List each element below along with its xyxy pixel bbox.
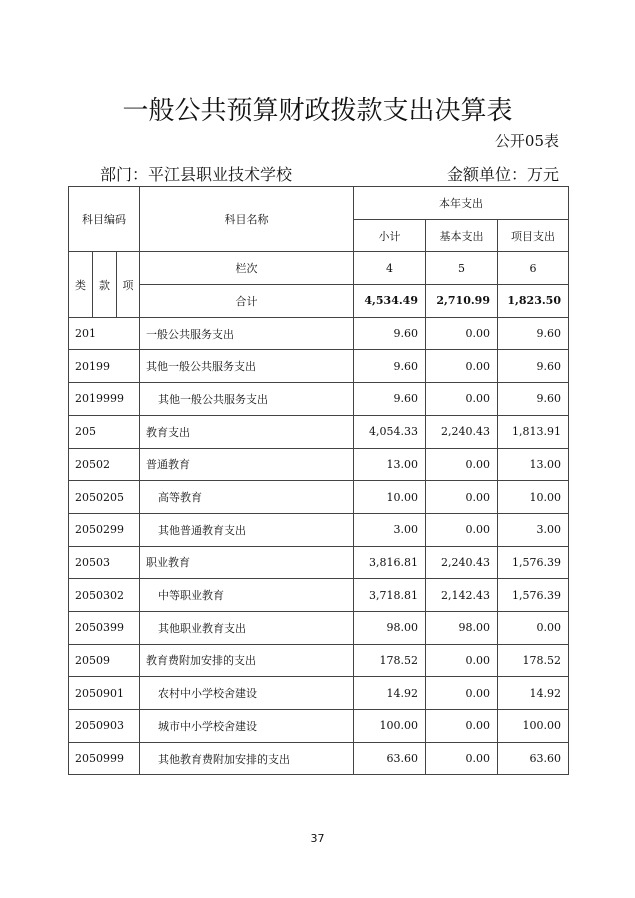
table-row (69, 317, 569, 350)
header-class: 类 (69, 252, 93, 317)
row-name: 普通教育 (140, 448, 354, 481)
table-row (69, 546, 569, 579)
row-project: 1,813.91 (498, 415, 569, 448)
department-label: 部门：平江县职业技术学校 (100, 165, 293, 184)
row-name: 城市中小学校舍建设 (140, 710, 354, 743)
table-body (69, 317, 569, 775)
amount-unit-label: 金额单位：万元 (446, 165, 559, 184)
row-project: 10.00 (498, 481, 569, 514)
row-project: 178.52 (498, 644, 569, 677)
table-row (69, 611, 569, 644)
row-basic: 0.00 (426, 481, 498, 514)
row-subtotal: 3,718.81 (354, 579, 426, 612)
row-basic: 0.00 (426, 742, 498, 775)
row-subtotal: 4,054.33 (354, 415, 426, 448)
row-project: 100.00 (498, 710, 569, 743)
row-name: 教育费附加安排的支出 (140, 644, 354, 677)
row-code: 2050299 (69, 513, 140, 546)
row-subtotal: 9.60 (354, 317, 426, 350)
row-project: 63.60 (498, 742, 569, 775)
row-basic: 0.00 (426, 448, 498, 481)
row-name: 一般公共服务支出 (140, 317, 354, 350)
total-basic: 2,710.99 (426, 285, 498, 318)
row-subtotal: 98.00 (354, 611, 426, 644)
row-subtotal: 13.00 (354, 448, 426, 481)
row-basic: 0.00 (426, 677, 498, 710)
row-code: 2050302 (69, 579, 140, 612)
header-code: 科目编码 (69, 187, 140, 252)
row-basic: 2,240.43 (426, 415, 498, 448)
row-code: 20509 (69, 644, 140, 677)
row-basic: 0.00 (426, 710, 498, 743)
row-basic: 0.00 (426, 644, 498, 677)
row-basic: 0.00 (426, 317, 498, 350)
row-basic: 0.00 (426, 383, 498, 416)
header-basic: 基本支出 (426, 219, 498, 252)
row-code: 205 (69, 415, 140, 448)
row-subtotal: 100.00 (354, 710, 426, 743)
row-code: 201 (69, 317, 140, 350)
row-code: 2050399 (69, 611, 140, 644)
row-subtotal: 3.00 (354, 513, 426, 546)
row-name: 农村中小学校舍建设 (140, 677, 354, 710)
row-basic: 98.00 (426, 611, 498, 644)
header-name: 科目名称 (140, 187, 354, 252)
row-code: 20503 (69, 546, 140, 579)
row-subtotal: 10.00 (354, 481, 426, 514)
expenditure-table (68, 186, 569, 775)
page-title: 一般公共预算财政拨款支出决算表 (122, 96, 513, 126)
table-row (69, 579, 569, 612)
table-row (69, 415, 569, 448)
row-name: 教育支出 (140, 415, 354, 448)
header-col-5: 5 (426, 252, 498, 285)
row-name: 其他一般公共服务支出 (140, 383, 354, 416)
total-subtotal: 4,534.49 (354, 285, 426, 318)
row-project: 14.92 (498, 677, 569, 710)
row-basic: 2,142.43 (426, 579, 498, 612)
row-subtotal: 9.60 (354, 383, 426, 416)
row-name: 其他教育费附加安排的支出 (140, 742, 354, 775)
header-project: 项目支出 (498, 219, 569, 252)
row-project: 9.60 (498, 350, 569, 383)
row-code: 2050901 (69, 677, 140, 710)
row-project: 9.60 (498, 317, 569, 350)
row-project: 1,576.39 (498, 579, 569, 612)
table-row (69, 677, 569, 710)
table-row (69, 644, 569, 677)
row-subtotal: 9.60 (354, 350, 426, 383)
form-number: 公开05表 (494, 132, 559, 150)
total-project: 1,823.50 (498, 285, 569, 318)
row-basic: 0.00 (426, 513, 498, 546)
row-project: 3.00 (498, 513, 569, 546)
row-code: 2050205 (69, 481, 140, 514)
row-name: 其他一般公共服务支出 (140, 350, 354, 383)
row-name: 职业教育 (140, 546, 354, 579)
table-header (69, 187, 569, 318)
row-subtotal: 3,816.81 (354, 546, 426, 579)
row-basic: 0.00 (426, 350, 498, 383)
header-column-label: 栏次 (140, 252, 354, 285)
table-row (69, 383, 569, 416)
row-name: 其他职业教育支出 (140, 611, 354, 644)
row-project: 13.00 (498, 448, 569, 481)
table-row (69, 481, 569, 514)
row-project: 9.60 (498, 383, 569, 416)
header-subtotal: 小计 (354, 219, 426, 252)
row-subtotal: 63.60 (354, 742, 426, 775)
row-project: 1,576.39 (498, 546, 569, 579)
row-project: 0.00 (498, 611, 569, 644)
header-item: 项 (117, 252, 140, 317)
table-row (69, 742, 569, 775)
row-code: 2050903 (69, 710, 140, 743)
row-basic: 2,240.43 (426, 546, 498, 579)
table-row (69, 513, 569, 546)
table-row (69, 350, 569, 383)
total-label: 合计 (140, 285, 354, 318)
row-name: 其他普通教育支出 (140, 513, 354, 546)
header-current-year: 本年支出 (354, 187, 569, 220)
row-code: 2050999 (69, 742, 140, 775)
header-col-6: 6 (498, 252, 569, 285)
table-row (69, 448, 569, 481)
page-number: 37 (310, 832, 325, 845)
table-row (69, 710, 569, 743)
header-section: 款 (93, 252, 117, 317)
row-subtotal: 178.52 (354, 644, 426, 677)
row-code: 20502 (69, 448, 140, 481)
row-name: 中等职业教育 (140, 579, 354, 612)
header-col-4: 4 (354, 252, 426, 285)
row-name: 高等教育 (140, 481, 354, 514)
row-code: 20199 (69, 350, 140, 383)
row-subtotal: 14.92 (354, 677, 426, 710)
row-code: 2019999 (69, 383, 140, 416)
